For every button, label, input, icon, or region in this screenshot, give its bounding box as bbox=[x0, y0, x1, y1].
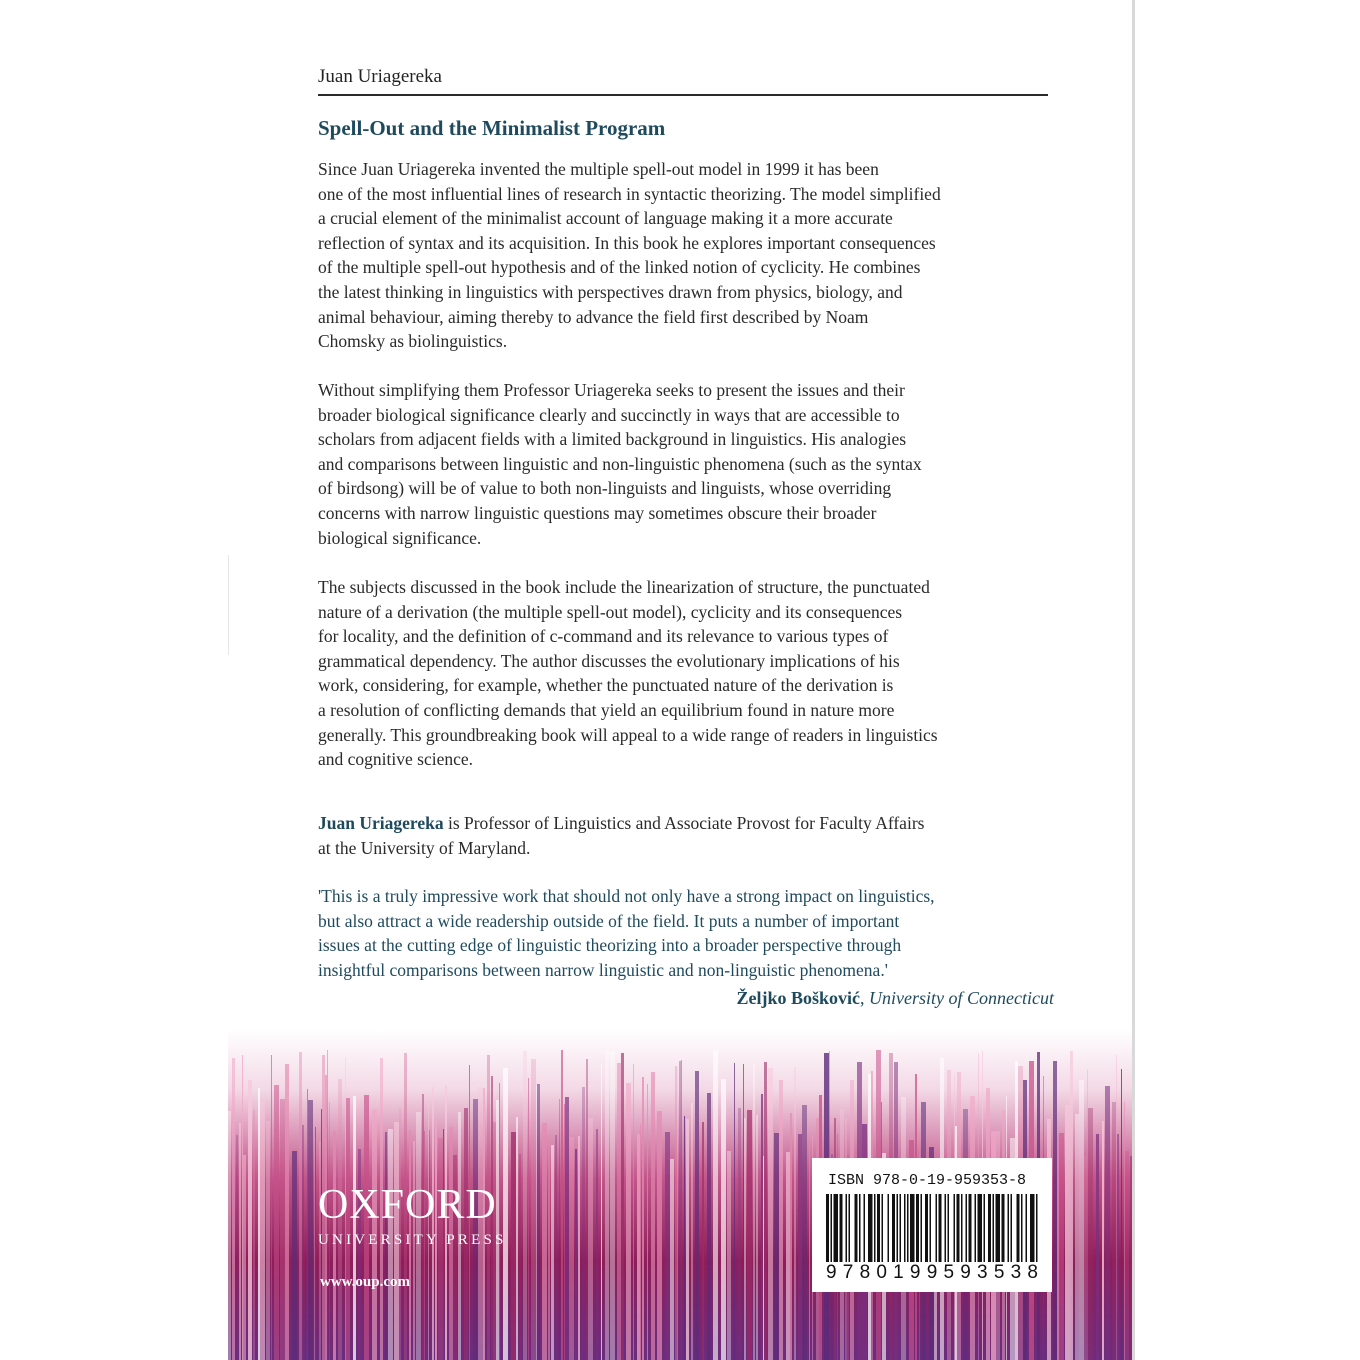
decorative-stripe bbox=[516, 1117, 518, 1360]
decorative-stripe bbox=[675, 1066, 677, 1360]
decorative-stripe bbox=[1084, 1156, 1087, 1360]
barcode-bar bbox=[930, 1194, 932, 1262]
decorative-stripe bbox=[307, 1089, 308, 1360]
decorative-stripe bbox=[565, 1097, 569, 1360]
barcode-bar bbox=[840, 1194, 843, 1262]
decorative-stripe bbox=[665, 1132, 670, 1360]
decorative-stripe bbox=[308, 1100, 313, 1360]
decorative-stripe bbox=[575, 1149, 577, 1360]
decorative-stripe bbox=[1121, 1069, 1122, 1360]
quote-line: insightful comparisons between narrow linguistic and non-linguistic phenomena.' bbox=[318, 959, 888, 980]
decorative-stripe bbox=[684, 1116, 685, 1360]
bio-line bbox=[318, 811, 1058, 836]
decorative-stripe bbox=[1059, 1133, 1064, 1360]
barcode-bar bbox=[961, 1194, 963, 1262]
decorative-stripe bbox=[1079, 1080, 1084, 1360]
decorative-stripe bbox=[260, 1101, 265, 1360]
decorative-stripe bbox=[695, 1071, 699, 1360]
description-paragraph-2 bbox=[318, 378, 1058, 550]
decorative-stripe bbox=[738, 1108, 741, 1360]
barcode-digit: 9 bbox=[960, 1262, 971, 1283]
barcode-bar bbox=[921, 1194, 923, 1262]
decorative-stripe bbox=[774, 1133, 779, 1360]
barcode-digit: 5 bbox=[993, 1262, 1005, 1283]
decorative-stripe bbox=[314, 1137, 315, 1360]
barcode-bar bbox=[996, 1194, 1001, 1262]
barcode-bar bbox=[978, 1194, 983, 1262]
barcode-bar bbox=[945, 1194, 947, 1262]
decorative-stripe bbox=[1057, 1137, 1059, 1360]
decorative-stripe bbox=[299, 1052, 302, 1360]
decorative-stripe bbox=[657, 1111, 662, 1360]
decorative-stripe bbox=[258, 1088, 260, 1360]
text-line: concerns with narrow linguistic questions may sometimes obscure their broader bbox=[318, 502, 877, 523]
decorative-stripe bbox=[727, 1151, 731, 1360]
decorative-stripe bbox=[596, 1129, 598, 1360]
publisher-website: www.oup.com bbox=[320, 1274, 411, 1290]
decorative-stripe bbox=[292, 1151, 297, 1360]
barcode-bar bbox=[859, 1194, 861, 1262]
description-paragraph-1 bbox=[318, 157, 1058, 354]
decorative-stripe bbox=[548, 1135, 550, 1360]
decorative-stripe bbox=[438, 1138, 443, 1360]
barcode-bar bbox=[954, 1194, 956, 1262]
barcode-bar bbox=[874, 1194, 876, 1262]
decorative-stripe bbox=[239, 1123, 241, 1360]
decorative-stripe bbox=[232, 1058, 235, 1360]
decorative-stripe bbox=[569, 1137, 574, 1360]
decorative-stripe bbox=[1087, 1070, 1088, 1360]
barcode-bar bbox=[957, 1194, 960, 1262]
decorative-stripe bbox=[1065, 1105, 1070, 1360]
decorative-stripe bbox=[1096, 1134, 1099, 1360]
decorative-stripe bbox=[786, 1152, 790, 1360]
barcode-digit: 9 bbox=[909, 1262, 921, 1283]
decorative-stripe bbox=[743, 1064, 744, 1360]
decorative-stripe bbox=[302, 1125, 304, 1360]
publisher-logo-main: OXFORD bbox=[318, 1182, 497, 1228]
barcode-digit: 5 bbox=[943, 1262, 955, 1283]
decorative-stripe bbox=[651, 1072, 655, 1360]
reviewer-name: Željko Bošković bbox=[736, 988, 861, 1008]
barcode-bar bbox=[877, 1194, 880, 1262]
isbn-label: ISBN 978-0-19-959353-8 bbox=[828, 1172, 1027, 1189]
decorative-stripe bbox=[1125, 1151, 1129, 1360]
decorative-stripe bbox=[523, 1051, 527, 1360]
decorative-stripe bbox=[626, 1083, 631, 1360]
description-paragraph-3 bbox=[318, 575, 1058, 772]
barcode-digit: 1 bbox=[893, 1262, 904, 1283]
decorative-stripe bbox=[702, 1122, 704, 1360]
decorative-stripe bbox=[578, 1136, 580, 1360]
book-title: Spell-Out and the Minimalist Program bbox=[318, 116, 666, 140]
decorative-stripe bbox=[610, 1051, 615, 1360]
text-line: nature of a derivation (the multiple spell-out model), cyclicity and its consequences bbox=[318, 601, 903, 622]
text-line: of birdsong) will be of value to both non-linguists and linguists, whose overriding bbox=[318, 478, 892, 499]
decorative-stripe bbox=[677, 1066, 678, 1360]
barcode-bar bbox=[916, 1194, 919, 1262]
text-line: a resolution of conflicting demands that yield an equilibrium found in nature more bbox=[318, 699, 895, 720]
text-line: The subjects discussed in the book include the linearization of structure, the punctuated bbox=[318, 577, 930, 597]
spine-edge bbox=[1132, 0, 1135, 1360]
decorative-stripe bbox=[1124, 1102, 1125, 1360]
barcode-digit: 8 bbox=[1027, 1262, 1038, 1283]
barcode-bar bbox=[1036, 1194, 1038, 1262]
decorative-stripe bbox=[763, 1156, 764, 1360]
barcode-digits bbox=[826, 1262, 1038, 1284]
barcode-digit: 3 bbox=[1010, 1262, 1022, 1283]
decorative-stripe bbox=[734, 1063, 735, 1360]
barcode-bar bbox=[834, 1194, 839, 1262]
bio-text: is Professor of Linguistics and Associate Provost for Faculty Affairs bbox=[443, 813, 925, 833]
barcode-bar bbox=[1017, 1194, 1020, 1262]
barcode-bar bbox=[849, 1194, 851, 1262]
barcode-bar bbox=[846, 1194, 848, 1262]
barcode-bar bbox=[988, 1194, 991, 1262]
barcode-bar bbox=[1026, 1194, 1028, 1262]
decorative-stripe bbox=[621, 1053, 624, 1360]
barcode-digit: 0 bbox=[876, 1262, 887, 1283]
text-line: broader biological significance clearly and succinctly in ways that are accessible to bbox=[318, 404, 900, 425]
isbn-barcode-box bbox=[812, 1158, 1052, 1292]
decorative-stripe bbox=[1070, 1051, 1073, 1360]
decorative-stripe bbox=[640, 1124, 641, 1360]
decorative-stripe bbox=[798, 1134, 802, 1360]
barcode-bar bbox=[1008, 1194, 1010, 1262]
text-line: and cognitive science. bbox=[318, 749, 474, 770]
decorative-stripe bbox=[537, 1084, 540, 1360]
decorative-stripe bbox=[1117, 1134, 1119, 1360]
barcode-bar bbox=[993, 1194, 995, 1262]
decorative-stripe bbox=[670, 1159, 674, 1360]
decorative-stripe bbox=[617, 1063, 621, 1360]
quote-line: 'This is a truly impressive work that should not only have a strong impact on linguistics, bbox=[318, 886, 935, 906]
header-rule bbox=[318, 94, 1048, 96]
barcode-bar bbox=[892, 1194, 895, 1262]
barcode-bar bbox=[948, 1194, 950, 1262]
barcode-bar bbox=[1021, 1194, 1023, 1262]
review-quote bbox=[318, 884, 1058, 982]
quote-line: issues at the cutting edge of linguistic theorizing into a broader perspective through bbox=[318, 935, 902, 956]
barcode-bar bbox=[1030, 1194, 1035, 1262]
text-line: and comparisons between linguistic and non-linguistic phenomena (such as the syntax bbox=[318, 453, 922, 474]
decorative-stripe bbox=[319, 1141, 321, 1360]
barcode-bar bbox=[826, 1194, 829, 1262]
decorative-stripe bbox=[1102, 1121, 1104, 1360]
decorative-stripe bbox=[315, 1127, 316, 1360]
barcode-bar bbox=[939, 1194, 942, 1262]
barcode-bar bbox=[855, 1194, 858, 1262]
barcode-bar bbox=[868, 1194, 873, 1262]
barcode-digit: 9 bbox=[926, 1262, 938, 1283]
barcode-bar bbox=[975, 1194, 977, 1262]
decorative-stripe bbox=[561, 1050, 563, 1360]
barcode-bar bbox=[888, 1194, 890, 1262]
barcode-digit: 7 bbox=[842, 1262, 854, 1283]
publisher-logo-sub: UNIVERSITY PRESS bbox=[318, 1232, 507, 1248]
decorative-stripe bbox=[531, 1059, 536, 1360]
barcode-bar bbox=[969, 1194, 972, 1262]
decorative-stripe bbox=[764, 1062, 767, 1360]
decorative-stripe bbox=[511, 1132, 516, 1360]
decorative-stripe bbox=[588, 1118, 593, 1360]
barcode-bar bbox=[966, 1194, 968, 1262]
barcode-bar bbox=[925, 1194, 928, 1262]
reviewer-affiliation: University of Connecticut bbox=[869, 988, 1054, 1008]
decorative-stripe bbox=[528, 1078, 529, 1360]
barcode-bar bbox=[1002, 1194, 1005, 1262]
decorative-stripe bbox=[721, 1079, 726, 1360]
text-line: for locality, and the definition of c-command and its relevance to various types of bbox=[318, 626, 889, 647]
text-line: of the multiple spell-out hypothesis and of the linked notion of cyclicity. He combines bbox=[318, 257, 921, 278]
barcode-bar bbox=[904, 1194, 906, 1262]
barcode-bar bbox=[936, 1194, 938, 1262]
text-line: generally. This groundbreaking book will appeal to a wide range of readers in linguistics bbox=[318, 724, 938, 745]
decorative-stripe bbox=[243, 1155, 246, 1360]
decorative-stripe bbox=[542, 1123, 547, 1360]
text-line: grammatical dependency. The author discusses the evolutionary implications of his bbox=[318, 650, 900, 671]
text-line: one of the most influential lines of research in syntactic theorizing. The model simplified bbox=[318, 183, 941, 204]
decorative-stripe bbox=[280, 1099, 285, 1360]
decorative-stripe bbox=[642, 1077, 644, 1360]
text-line: work, considering, for example, whether the punctuated nature of the derivation is bbox=[318, 675, 894, 696]
publisher-logo bbox=[318, 1184, 507, 1249]
barcode-digit: 3 bbox=[977, 1262, 988, 1283]
author-header: Juan Uriagereka bbox=[318, 66, 442, 87]
decorative-stripe bbox=[637, 1134, 640, 1360]
text-line: the latest thinking in linguistics with perspectives drawn from physics, biology, and bbox=[318, 281, 903, 302]
decorative-stripe bbox=[236, 1135, 238, 1360]
text-line: biological significance. bbox=[318, 527, 482, 548]
decorative-stripe bbox=[564, 1104, 565, 1360]
barcode-bar bbox=[984, 1194, 986, 1262]
decorative-stripe bbox=[691, 1103, 693, 1360]
decorative-stripe bbox=[647, 1084, 648, 1360]
bio-line: at the University of Maryland. bbox=[318, 837, 531, 858]
decorative-stripe bbox=[761, 1094, 763, 1360]
decorative-stripe bbox=[747, 1110, 752, 1360]
decorative-stripe bbox=[1088, 1108, 1093, 1360]
decorative-stripe bbox=[756, 1115, 758, 1360]
decorative-stripe bbox=[1075, 1114, 1079, 1360]
decorative-stripe bbox=[768, 1068, 773, 1360]
decorative-stripe bbox=[586, 1059, 588, 1360]
barcode-digit: 8 bbox=[859, 1262, 871, 1283]
text-line: Without simplifying them Professor Uriagereka seeks to present the issues and their bbox=[318, 380, 905, 400]
barcode-bar bbox=[1011, 1194, 1013, 1262]
decorative-stripe bbox=[753, 1063, 755, 1360]
decorative-stripe bbox=[779, 1080, 783, 1360]
author-bio bbox=[318, 811, 1058, 860]
decorative-stripe bbox=[274, 1085, 279, 1360]
decorative-stripe bbox=[809, 1142, 810, 1360]
decorative-stripe bbox=[358, 1149, 361, 1360]
decorative-stripe bbox=[582, 1087, 585, 1360]
decorative-stripe bbox=[248, 1080, 252, 1360]
quote-line: but also attract a wide readership outside of the field. It puts a number of important bbox=[318, 910, 900, 931]
decorative-stripe bbox=[228, 1111, 231, 1360]
decorative-stripe bbox=[1112, 1102, 1116, 1360]
attribution-separator: , bbox=[860, 988, 870, 1008]
barcode-bar bbox=[831, 1194, 833, 1262]
decorative-stripe bbox=[713, 1050, 718, 1360]
decorative-stripe bbox=[536, 1086, 537, 1360]
decorative-stripe bbox=[253, 1110, 255, 1360]
barcode-bar bbox=[907, 1194, 909, 1262]
text-line: Since Juan Uriagereka invented the multiple spell-out model in 1999 it has been bbox=[318, 159, 879, 179]
decorative-stripe bbox=[551, 1145, 554, 1360]
quote-attribution bbox=[737, 988, 1054, 1009]
decorative-stripe bbox=[605, 1050, 609, 1360]
decorative-stripe bbox=[633, 1064, 634, 1360]
decorative-stripe bbox=[707, 1093, 711, 1360]
decorative-stripe bbox=[242, 1055, 243, 1360]
decorative-stripe bbox=[686, 1119, 689, 1360]
barcode-digit: 9 bbox=[826, 1262, 837, 1283]
decorative-stripe bbox=[1116, 1055, 1117, 1360]
decorative-stripe bbox=[744, 1118, 746, 1360]
decorative-stripe bbox=[266, 1121, 270, 1360]
decorative-stripe bbox=[1105, 1086, 1110, 1360]
barcode-bar bbox=[910, 1194, 915, 1262]
decorative-stripe bbox=[681, 1060, 682, 1360]
decorative-stripe bbox=[790, 1113, 792, 1360]
decorative-stripe bbox=[1130, 1156, 1132, 1360]
text-line: scholars from adjacent fields with a limited background in linguistics. His analogies bbox=[318, 429, 907, 450]
decorative-stripe bbox=[555, 1135, 557, 1360]
decorative-stripe bbox=[413, 1141, 415, 1360]
decorative-stripe bbox=[601, 1064, 602, 1360]
decorative-stripe bbox=[559, 1099, 560, 1360]
text-line: Chomsky as biolinguistics. bbox=[318, 331, 508, 352]
page-edge-mark bbox=[228, 555, 229, 655]
decorative-stripe bbox=[802, 1105, 807, 1360]
text-line: a crucial element of the minimalist account of language making it a more accurate bbox=[318, 208, 893, 229]
text-line: reflection of syntax and its acquisition. In this book he explores important consequences bbox=[318, 232, 936, 253]
decorative-stripe bbox=[271, 1055, 272, 1360]
bio-author-name: Juan Uriagereka bbox=[318, 813, 444, 833]
decorative-stripe bbox=[794, 1067, 796, 1360]
decorative-stripe bbox=[519, 1154, 521, 1360]
barcode-bar bbox=[900, 1194, 902, 1262]
decorative-stripe bbox=[1053, 1061, 1057, 1360]
barcode-bar bbox=[864, 1194, 866, 1262]
decorative-stripe bbox=[285, 1064, 289, 1360]
barcode-bar bbox=[882, 1194, 884, 1262]
barcode-bar bbox=[897, 1194, 899, 1262]
text-line: animal behaviour, aiming thereby to advance the field first described by Noam bbox=[318, 306, 869, 327]
decorative-stripe bbox=[679, 1061, 681, 1360]
barcode-bars bbox=[826, 1194, 1038, 1262]
